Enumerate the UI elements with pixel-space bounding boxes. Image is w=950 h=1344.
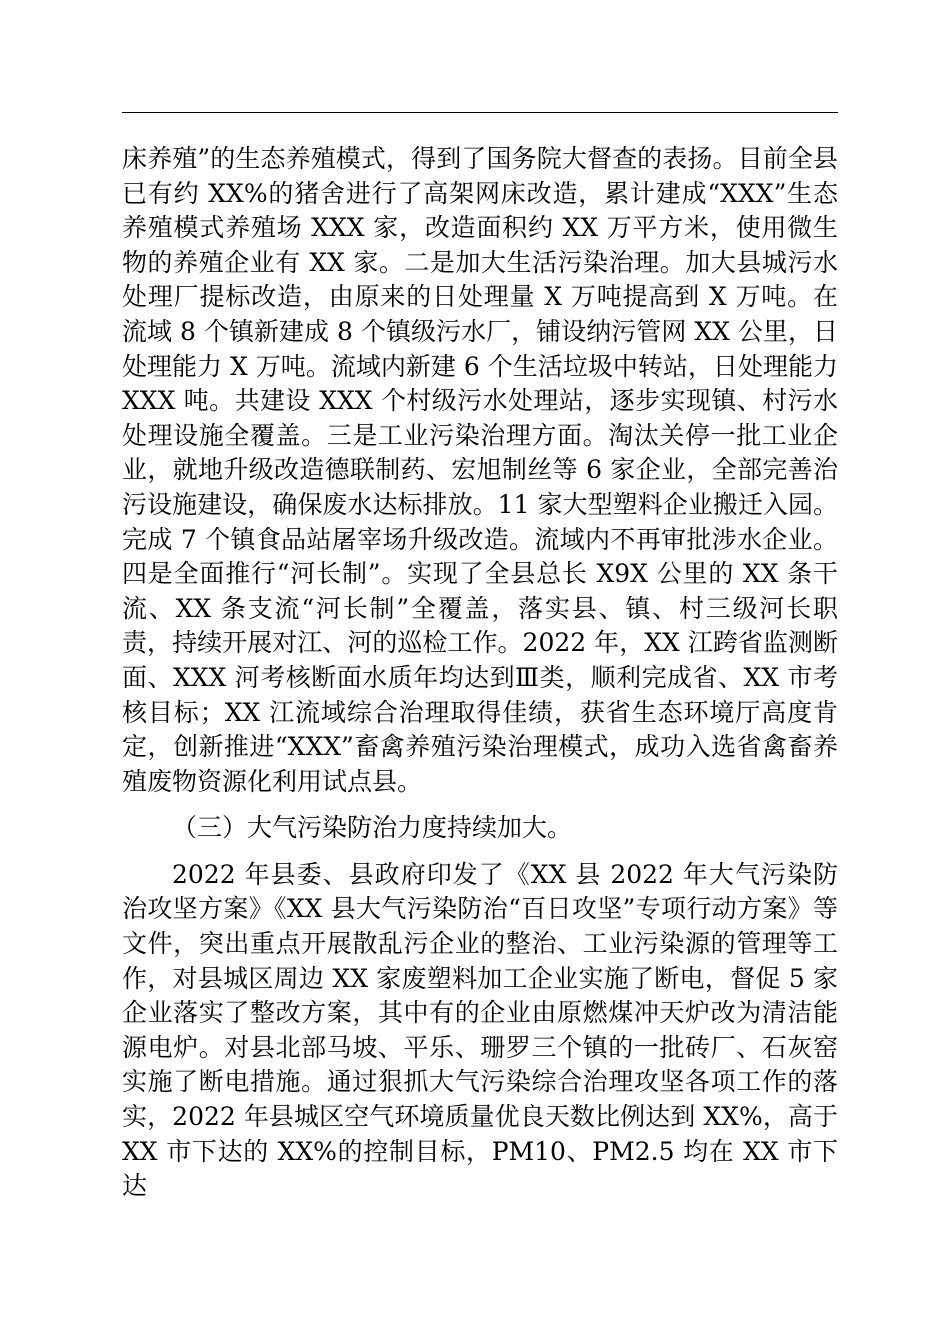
continued-paragraph: 床养殖”的生态养殖模式，得到了国务院大督查的表扬。目前全县已有约 XX%的猪舍进行了高架网床改造，累计建成“XXX”生态养殖模式养殖场 XXX 家，改造面积约 XX 万平方米，使用微生物的养殖企业有 XX 家。二是加大生活污染治理。加大县城污水处理厂提标改造，由原来的日处理量 X 万吨提高到 X 万吨。在流域 8 个镇新建成 8 个镇级污水厂，铺设纳污管网 XX 公里，日处理能力 X 万吨。流域内新建 6 个生活垃圾中转站，日处理能力 XXX 吨。共建设 XXX 个村级污水处理站，逐步实现镇、村污水处理设施全覆盖。三是工业污染治理方面。淘汰关停一批工业企业，就地升级改造德联制药、宏旭制丝等 6 家企业，全部完善治污设施建设，确保废水达标排放。11 家大型塑料企业搬迁入园。完成 7 个镇食品站屠宰场升级改造。流域内不再审批涉水企业。四是全面推行“河长制”。实现了全县总长 X9X 公里的 XX 条干流、XX 条支流“河长制”全覆盖，落实县、镇、村三级河长职责，持续开展对江、河的巡检工作。2022 年，XX 江跨省监测断面、XXX 河考核断面水质年均达到Ⅲ类，顺利完成省、XX 市考核目标；XX 江流域综合治理取得佳绩，获省生态环境厅高度肯定，创新推进“XXX”畜禽养殖污染治理模式，成功入选省禽畜养殖废物资源化利用试点县。	[122, 144, 838, 796]
header-rule	[122, 112, 838, 113]
section-paragraph: 2022 年县委、县政府印发了《XX 县 2022 年大气污染防治攻坚方案》《XX 县大气污染防治“百日攻坚”专项行动方案》等文件，突出重点开展散乱污企业的整治、工业污染源的管理等工作，对县城区周边 XX 家废塑料加工企业实施了断电，督促 5 家企业落实了整改方案，其中有的企业由原燃煤冲天炉改为清洁能源电炉。对县北部马坡、平乐、珊罗三个镇的一批砖厂、石灰窑实施了断电措施。通过狠抓大气污染综合治理攻坚各项工作的落实，2022 年县城区空气环境质量优良天数比例达到 XX%，高于 XX 市下达的 XX%的控制目标，PM10、PM2.5 均在 XX 市下达	[122, 859, 838, 1201]
document-body	[122, 142, 838, 1204]
paragraph-gap	[122, 846, 838, 858]
paragraph-gap	[122, 799, 838, 811]
section-heading: （三）大气污染防治力度持续加大。	[172, 813, 573, 843]
